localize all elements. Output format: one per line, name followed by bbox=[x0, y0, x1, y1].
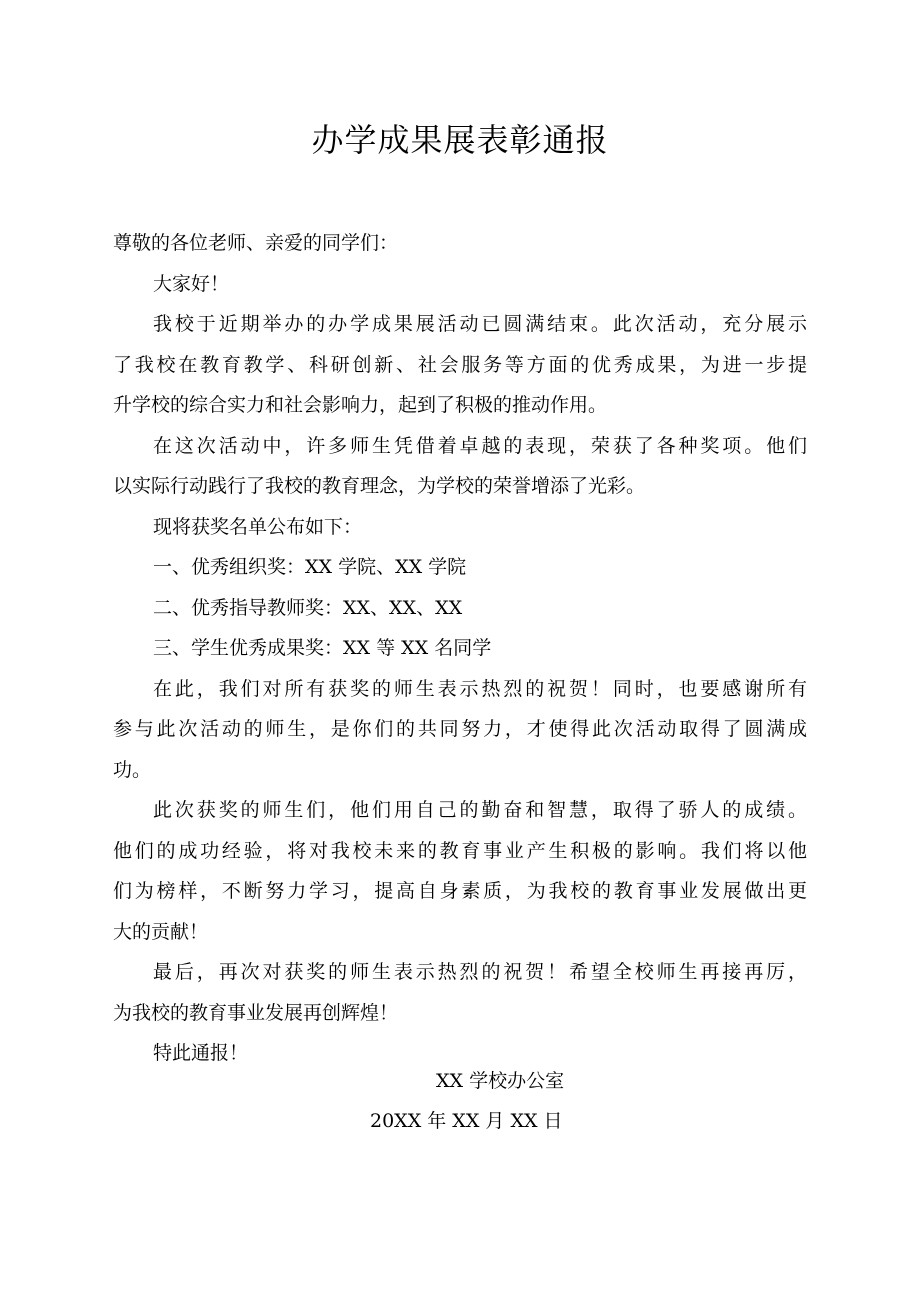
signature-date: 20XX 年 XX 月 XX 日 bbox=[370, 1110, 563, 1132]
award-item-organization: 一、优秀组织奖：XX 学院、XX 学院 bbox=[153, 556, 467, 578]
document-title: 办学成果展表彰通报 bbox=[311, 121, 609, 159]
paragraph-3-line-3: 功。 bbox=[113, 758, 152, 781]
paragraph-4-line-3: 们为榜样，不断努力学习，提高自身素质，为我校的教育事业发展做出更 bbox=[113, 880, 807, 902]
paragraph-5-line-1: 最后，再次对获奖的师生表示热烈的祝贺！希望全校师生再接再厉， bbox=[153, 961, 807, 983]
paragraph-4-line-4: 大的贡献！ bbox=[113, 920, 209, 943]
paragraph-2-line-1: 在这次活动中，许多师生凭借着卓越的表现，荣获了各种奖项。他们 bbox=[153, 434, 807, 457]
paragraph-5-line-2: 为我校的教育事业发展再创辉煌！ bbox=[113, 1001, 399, 1024]
paragraph-3-line-1: 在此，我们对所有获奖的师生表示热烈的祝贺！同时，也要感谢所有 bbox=[153, 677, 807, 700]
closing-remark: 特此通报！ bbox=[153, 1042, 249, 1064]
award-item-instructor: 二、优秀指导教师奖：XX、XX、XX bbox=[153, 596, 463, 619]
paragraph-1-line-2: 了我校在教育教学、科研创新、社会服务等方面的优秀成果，为进一步提 bbox=[113, 353, 807, 376]
paragraph-2-line-2: 以实际行动践行了我校的教育理念，为学校的荣誉增添了光彩。 bbox=[113, 475, 646, 497]
paragraph-4-line-2: 他们的成功经验，将对我校未来的教育事业产生积极的影响。我们将以他 bbox=[113, 839, 807, 862]
paragraph-4-line-1: 此次获奖的师生们，他们用自己的勤奋和智慧，取得了骄人的成绩。 bbox=[153, 799, 807, 821]
award-list-intro: 现将获奖名单公布如下： bbox=[153, 515, 363, 538]
greeting: 大家好！ bbox=[153, 272, 230, 295]
paragraph-1-line-1: 我校于近期举办的办学成果展活动已圆满结束。此次活动，充分展示 bbox=[153, 313, 807, 335]
paragraph-1-line-3: 升学校的综合实力和社会影响力，起到了积极的推动作用。 bbox=[113, 394, 608, 416]
salutation: 尊敬的各位老师、亲爱的同学们： bbox=[113, 232, 399, 254]
signature-office: XX 学校办公室 bbox=[436, 1070, 565, 1092]
paragraph-3-line-2: 参与此次活动的师生，是你们的共同努力，才使得此次活动取得了圆满成 bbox=[113, 718, 807, 740]
document-body bbox=[113, 223, 807, 1074]
award-item-student: 三、学生优秀成果奖：XX 等 XX 名同学 bbox=[153, 637, 492, 659]
